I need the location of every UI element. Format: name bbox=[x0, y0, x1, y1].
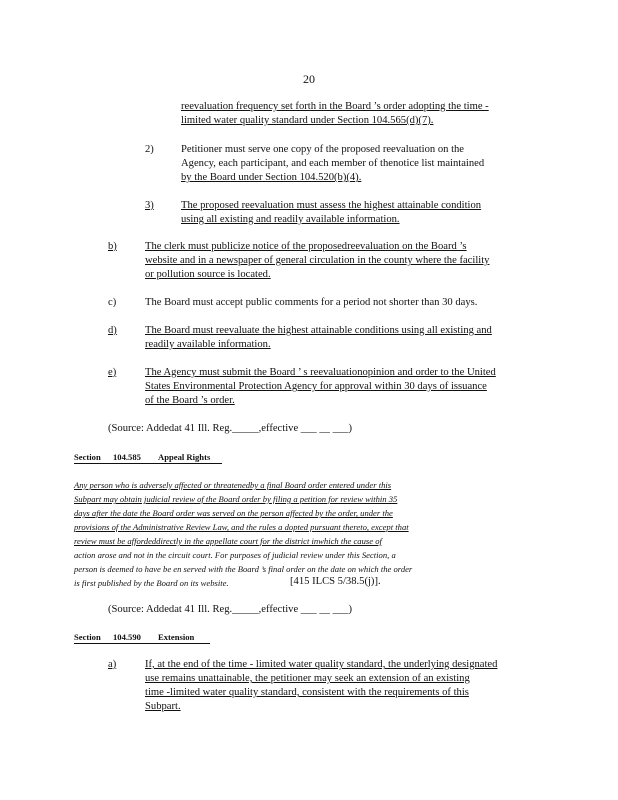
subsection-label: e) bbox=[108, 367, 117, 378]
appeal-line: action arose and not in the circuit court. For purposes of judicial review under this Section, a bbox=[74, 550, 396, 560]
item-line: The proposed reevaluation must assess the highest attainable condition bbox=[181, 200, 482, 211]
item-label: 3) bbox=[145, 200, 154, 211]
section-heading-rule bbox=[74, 643, 210, 644]
appeal-line: review must be affordeddirectly in the appellate court for the district inwhich the cause of bbox=[74, 536, 382, 546]
section-heading-rule bbox=[74, 463, 222, 464]
appeal-line: days after the date the Board order was served on the person affected by the order, under the bbox=[74, 508, 393, 518]
subsection-label: c) bbox=[108, 297, 117, 308]
subsection-label: b) bbox=[108, 241, 117, 252]
section-title: Appeal Rights bbox=[158, 452, 211, 462]
extension-line: use remains unattainable, the petitioner may seek an extension of an existing bbox=[145, 673, 470, 684]
appeal-line: provisions of the Administrative Review Law, and the rules a dopted pursuant thereto, except that bbox=[74, 522, 409, 532]
section-label: Section bbox=[74, 632, 101, 642]
item-line: Petitioner must serve one copy of the proposed reevaluation on the bbox=[181, 144, 465, 155]
section-code: 104.590 bbox=[113, 632, 141, 642]
subsection-line: States Environmental Protection Agency for approval within 30 days of issuance bbox=[145, 381, 487, 392]
appeal-line: is first published by the Board on its website. bbox=[74, 578, 229, 588]
section-title: Extension bbox=[158, 632, 195, 642]
subsection-line: The clerk must publicize notice of the proposedreevaluation on the Board ’s bbox=[145, 241, 467, 252]
intro-line: limited water quality standard under Section 104.565(d)(7). bbox=[181, 115, 434, 126]
subsection-label: a) bbox=[108, 659, 117, 670]
extension-line: If, at the end of the time - limited water quality standard, the underlying designated bbox=[145, 659, 498, 670]
appeal-line: person is deemed to have be en served with the Board ’s final order on the date on which the order bbox=[74, 564, 413, 574]
appeal-line: Subpart may obtain judicial review of the Board order by filing a petition for review within 35 bbox=[74, 494, 398, 504]
subsection-line: The Board must reevaluate the highest attainable conditions using all existing and bbox=[145, 325, 492, 336]
subsection-line: of the Board ’s order. bbox=[145, 395, 235, 406]
item-label: 2) bbox=[145, 144, 154, 155]
item-line: using all existing and readily available information. bbox=[181, 214, 400, 225]
section-code: 104.585 bbox=[113, 452, 141, 462]
extension-line: time -limited water quality standard, consistent with the requirements of this bbox=[145, 687, 469, 698]
intro-line: reevaluation frequency set forth in the Board ’s order adopting the time - bbox=[181, 101, 489, 112]
subsection-line: readily available information. bbox=[145, 339, 271, 350]
subsection-label: d) bbox=[108, 325, 117, 336]
item-line: by the Board under Section 104.520(b)(4). bbox=[181, 172, 362, 183]
page-number: 20 bbox=[303, 72, 315, 86]
section-label: Section bbox=[74, 452, 101, 462]
subsection-line: or pollution source is located. bbox=[145, 269, 271, 280]
subsection-line: The Agency must submit the Board ’ s reevaluationopinion and order to the United bbox=[145, 367, 496, 378]
item-line: Agency, each participant, and each member of thenotice list maintained bbox=[181, 158, 485, 169]
appeal-line: Any person who is adversely affected or threatenedby a final Board order entered under this bbox=[74, 480, 392, 490]
subsection-line: website and in a newspaper of general circulation in the county where the facility bbox=[145, 255, 490, 266]
subsection-line: The Board must accept public comments for a period not shorter than 30 days. bbox=[145, 297, 478, 308]
source-note: (Source: Addedat 41 Ill. Reg._____,effective ___ __ ___) bbox=[108, 604, 352, 615]
source-note: (Source: Addedat 41 Ill. Reg._____,effective ___ __ ___) bbox=[108, 423, 352, 434]
appeal-citation: [415 ILCS 5/38.5(j)]. bbox=[290, 576, 381, 587]
extension-line: Subpart. bbox=[145, 701, 181, 712]
